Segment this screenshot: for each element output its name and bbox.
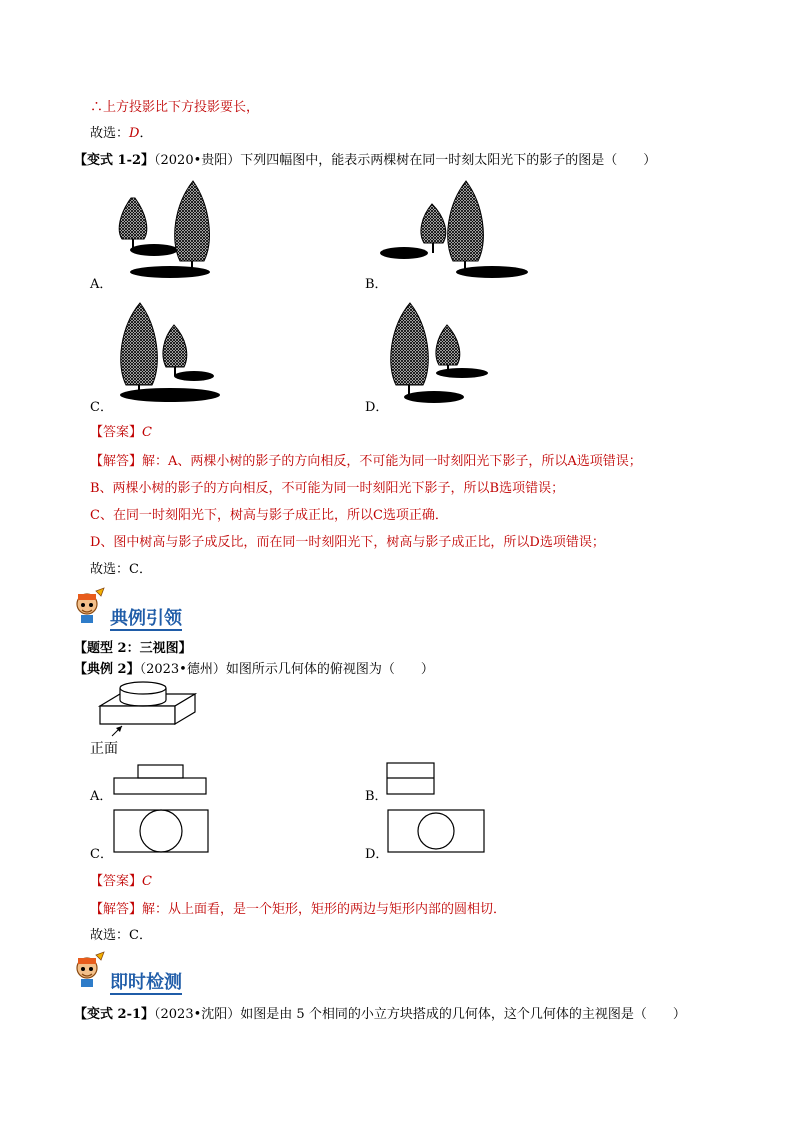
example-choose-line: 故选：C． <box>90 928 152 943</box>
example-tag: 【典例 2】 <box>74 662 140 677</box>
example-option-d-label: D． <box>365 847 389 862</box>
analysis-line-1 <box>90 450 642 469</box>
example-answer-line <box>90 870 152 889</box>
example-option-b-label: B． <box>365 789 388 804</box>
example-analysis-line <box>90 898 506 917</box>
example-analysis-text: 解：从上面看，是一个矩形，矩形的两边与矩形内部的圆相切． <box>142 902 507 917</box>
topic-2-label: 【题型 2：三视图】 <box>74 641 192 656</box>
choose-suffix: ． <box>139 126 153 141</box>
choose-prefix: 故选： <box>90 126 130 141</box>
option-a-label: A． <box>90 277 113 292</box>
example-answer-tag: 【答案】 <box>90 874 143 889</box>
therefore-line: ∴上方投影比下方投影要长， <box>90 100 260 115</box>
example-option-a-label: A． <box>90 789 113 804</box>
tree-figure-c <box>120 303 220 402</box>
mascot-pencil-icon <box>72 587 106 625</box>
analysis-text: 解：A、两棵小树的影子的方向相反，不可能为同一时刻阳光下影子，所以A选项错误； <box>142 454 642 469</box>
choose-answer: D <box>129 126 140 141</box>
analysis-line-2: B、两棵小树的影子的方向相反，不可能为同一时刻阳光下影子，所以B选项错误； <box>90 481 565 496</box>
variant-2-1-tag: 【变式 2-1】 <box>74 1007 155 1022</box>
example-answer-value: C <box>142 874 152 889</box>
example-analysis-tag: 【解答】 <box>90 902 143 917</box>
analysis-tag: 【解答】 <box>90 454 143 469</box>
tree-figure-b <box>380 181 528 278</box>
tree-figure-d <box>391 303 488 403</box>
variant-2-1-question <box>74 1003 686 1022</box>
example-option-a-figure <box>112 764 208 796</box>
tree-figure-a <box>119 181 210 278</box>
option-c-label: C． <box>90 400 113 415</box>
choose-line <box>90 122 152 141</box>
variant-tag: 【变式 1-2】 <box>74 153 155 168</box>
section-title-example: 典例引领 <box>110 608 182 629</box>
variant-2-1-source: （2023•沈阳） <box>154 1007 241 1022</box>
analysis-line-4: D、图中树高与影子成反比，而在同一时刻阳光下，树高与影子成正比，所以D选项错误； <box>90 535 605 550</box>
example-option-c-figure <box>112 808 210 856</box>
option-b-label: B． <box>365 277 388 292</box>
example-2-question <box>74 658 434 677</box>
example-option-c-label: C． <box>90 847 113 862</box>
variant-1-2-question <box>74 149 656 168</box>
variant-source: （2020•贵阳） <box>154 153 241 168</box>
variant-question-text: 下列四幅图中，能表示两棵树在同一时刻太阳光下的影子的图是（ ） <box>240 153 657 168</box>
variant-2-1-question-text: 如图是由 5 个相同的小立方块搭成的几何体，这个几何体的主视图是（ ） <box>240 1007 686 1022</box>
analysis-line-3: C、在同一时刻阳光下，树高与影子成正比，所以C选项正确． <box>90 508 448 523</box>
example-option-d-figure <box>386 808 486 856</box>
front-label: 正面 <box>90 741 118 757</box>
tree-figures <box>0 175 794 435</box>
section-title-check: 即时检测 <box>110 972 182 993</box>
answer-value: C <box>142 425 152 440</box>
answer-line <box>90 421 152 440</box>
analysis-line-5: 故选：C． <box>90 562 152 577</box>
mascot-pencil-icon <box>72 951 106 989</box>
answer-tag: 【答案】 <box>90 425 143 440</box>
example-question-text: 如图所示几何体的俯视图为（ ） <box>225 662 434 677</box>
example-source: （2023•德州） <box>139 662 226 677</box>
example-option-b-figure <box>386 762 436 796</box>
option-d-label: D． <box>365 400 389 415</box>
